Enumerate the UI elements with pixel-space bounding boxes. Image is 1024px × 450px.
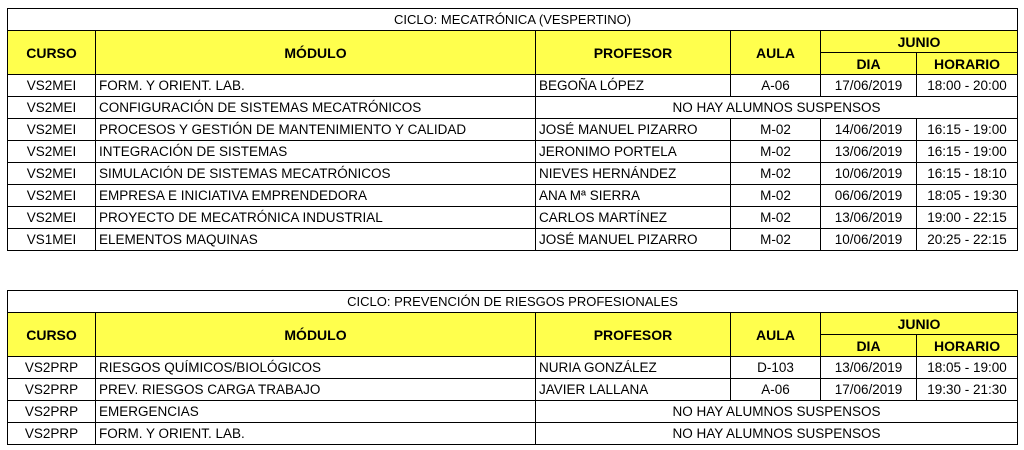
table-row bbox=[8, 119, 1018, 141]
cell-modulo: EMERGENCIAS bbox=[96, 401, 536, 423]
header-aula: AULA bbox=[731, 313, 821, 357]
cell-aula: M-02 bbox=[731, 229, 821, 251]
cell-modulo: PROCESOS Y GESTIÓN DE MANTENIMIENTO Y CALIDAD bbox=[96, 119, 536, 141]
exam-table-prevencion bbox=[7, 290, 1018, 445]
cell-profesor: NIEVES HERNÁNDEZ bbox=[536, 163, 731, 185]
cell-aula: M-02 bbox=[731, 163, 821, 185]
header-profesor: PROFESOR bbox=[536, 31, 731, 75]
cell-curso: VS2MEI bbox=[8, 185, 96, 207]
cell-modulo: ELEMENTOS MAQUINAS bbox=[96, 229, 536, 251]
cell-profesor: JAVIER LALLANA bbox=[536, 379, 731, 401]
cell-horario: 16:15 - 18:10 bbox=[917, 163, 1018, 185]
header-curso: CURSO bbox=[8, 313, 96, 357]
header-curso: CURSO bbox=[8, 31, 96, 75]
header-modulo: MÓDULO bbox=[96, 31, 536, 75]
cell-curso: VS2MEI bbox=[8, 207, 96, 229]
exam-table-mecatronica bbox=[7, 8, 1018, 251]
header-horario: HORARIO bbox=[917, 335, 1018, 357]
cell-dia: 13/06/2019 bbox=[821, 357, 917, 379]
cell-dia: 06/06/2019 bbox=[821, 185, 917, 207]
cell-aula: M-02 bbox=[731, 119, 821, 141]
header-aula: AULA bbox=[731, 31, 821, 75]
cell-profesor: BEGOÑA LÓPEZ bbox=[536, 75, 731, 97]
table-title: CICLO: PREVENCIÓN DE RIESGOS PROFESIONALES bbox=[8, 291, 1018, 313]
cell-modulo: FORM. Y ORIENT. LAB. bbox=[96, 75, 536, 97]
header-dia: DIA bbox=[821, 53, 917, 75]
cell-horario: 20:25 - 22:15 bbox=[917, 229, 1018, 251]
table-row bbox=[8, 207, 1018, 229]
cell-horario: 16:15 - 19:00 bbox=[917, 141, 1018, 163]
header-row bbox=[8, 313, 1018, 335]
table-row bbox=[8, 379, 1018, 401]
cell-aula: A-06 bbox=[731, 75, 821, 97]
cell-curso: VS2MEI bbox=[8, 75, 96, 97]
cell-modulo: RIESGOS QUÍMICOS/BIOLÓGICOS bbox=[96, 357, 536, 379]
cell-horario: 16:15 - 19:00 bbox=[917, 119, 1018, 141]
cell-horario: 18:05 - 19:30 bbox=[917, 185, 1018, 207]
cell-modulo: EMPRESA E INICIATIVA EMPRENDEDORA bbox=[96, 185, 536, 207]
cell-dia: 10/06/2019 bbox=[821, 163, 917, 185]
cell-curso: VS2PRP bbox=[8, 423, 96, 445]
cell-curso: VS2PRP bbox=[8, 401, 96, 423]
table-row bbox=[8, 163, 1018, 185]
cell-horario: 19:30 - 21:30 bbox=[917, 379, 1018, 401]
cell-curso: VS2MEI bbox=[8, 141, 96, 163]
cell-curso: VS2MEI bbox=[8, 163, 96, 185]
cell-profesor: CARLOS MARTÍNEZ bbox=[536, 207, 731, 229]
cell-curso: VS2PRP bbox=[8, 379, 96, 401]
cell-no-suspensos: NO HAY ALUMNOS SUSPENSOS bbox=[536, 423, 1018, 445]
cell-aula: M-02 bbox=[731, 207, 821, 229]
cell-dia: 17/06/2019 bbox=[821, 75, 917, 97]
cell-profesor: JERONIMO PORTELA bbox=[536, 141, 731, 163]
cell-modulo: PREV. RIESGOS CARGA TRABAJO bbox=[96, 379, 536, 401]
cell-dia: 17/06/2019 bbox=[821, 379, 917, 401]
table-row bbox=[8, 141, 1018, 163]
cell-horario: 18:05 - 19:00 bbox=[917, 357, 1018, 379]
header-dia: DIA bbox=[821, 335, 917, 357]
table-row bbox=[8, 75, 1018, 97]
header-row bbox=[8, 31, 1018, 53]
cell-aula: A-06 bbox=[731, 379, 821, 401]
cell-modulo: CONFIGURACIÓN DE SISTEMAS MECATRÓNICOS bbox=[96, 97, 536, 119]
table-row bbox=[8, 401, 1018, 423]
cell-profesor: NURIA GONZÁLEZ bbox=[536, 357, 731, 379]
cell-curso: VS1MEI bbox=[8, 229, 96, 251]
header-month: JUNIO bbox=[821, 31, 1018, 53]
cell-no-suspensos: NO HAY ALUMNOS SUSPENSOS bbox=[536, 401, 1018, 423]
cell-modulo: SIMULACIÓN DE SISTEMAS MECATRÓNICOS bbox=[96, 163, 536, 185]
cell-curso: VS2PRP bbox=[8, 357, 96, 379]
cell-profesor: JOSÉ MANUEL PIZARRO bbox=[536, 229, 731, 251]
table-row bbox=[8, 229, 1018, 251]
table-title: CICLO: MECATRÓNICA (VESPERTINO) bbox=[8, 9, 1018, 31]
cell-no-suspensos: NO HAY ALUMNOS SUSPENSOS bbox=[536, 97, 1018, 119]
cell-horario: 18:00 - 20:00 bbox=[917, 75, 1018, 97]
cell-profesor: JOSÉ MANUEL PIZARRO bbox=[536, 119, 731, 141]
table-row bbox=[8, 185, 1018, 207]
cell-aula: M-02 bbox=[731, 185, 821, 207]
table-row bbox=[8, 97, 1018, 119]
cell-horario: 19:00 - 22:15 bbox=[917, 207, 1018, 229]
cell-modulo: PROYECTO DE MECATRÓNICA INDUSTRIAL bbox=[96, 207, 536, 229]
cell-profesor: ANA Mª SIERRA bbox=[536, 185, 731, 207]
cell-aula: M-02 bbox=[731, 141, 821, 163]
cell-curso: VS2MEI bbox=[8, 97, 96, 119]
cell-curso: VS2MEI bbox=[8, 119, 96, 141]
header-month: JUNIO bbox=[821, 313, 1018, 335]
cell-modulo: INTEGRACIÓN DE SISTEMAS bbox=[96, 141, 536, 163]
table-row bbox=[8, 423, 1018, 445]
header-modulo: MÓDULO bbox=[96, 313, 536, 357]
header-horario: HORARIO bbox=[917, 53, 1018, 75]
cell-dia: 13/06/2019 bbox=[821, 141, 917, 163]
table-title-row bbox=[8, 291, 1018, 313]
header-profesor: PROFESOR bbox=[536, 313, 731, 357]
cell-dia: 14/06/2019 bbox=[821, 119, 917, 141]
table-row bbox=[8, 357, 1018, 379]
table-title-row bbox=[8, 9, 1018, 31]
cell-dia: 10/06/2019 bbox=[821, 229, 917, 251]
cell-dia: 13/06/2019 bbox=[821, 207, 917, 229]
cell-aula: D-103 bbox=[731, 357, 821, 379]
cell-modulo: FORM. Y ORIENT. LAB. bbox=[96, 423, 536, 445]
